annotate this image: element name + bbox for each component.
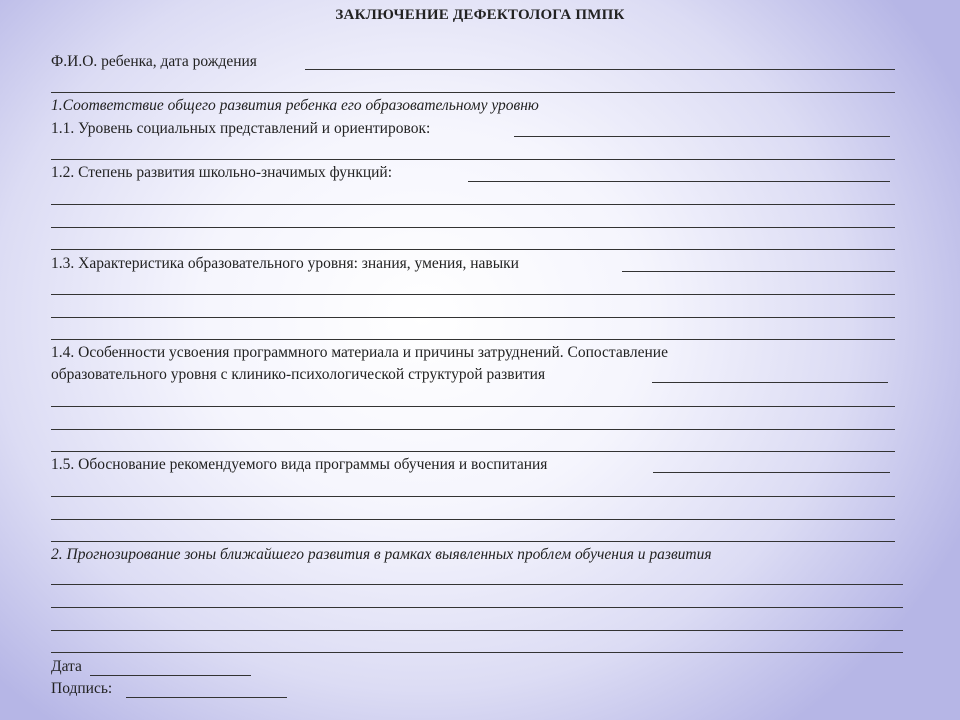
section-1-heading: 1.Соответствие общего развития ребенка его образовательному уровню: [51, 97, 539, 114]
item-1-1-label: 1.1. Уровень социальных представлений и ориентировок:: [51, 120, 431, 137]
item-1-4-label-2: образовательного уровня с клинико-психологической структурой развития: [51, 366, 546, 383]
item-1-2-line-2[interactable]: [51, 204, 895, 205]
item-1-2-label: 1.2. Степень развития школьно-значимых функций:: [51, 164, 393, 181]
date-label: Дата: [51, 658, 82, 675]
section-2-line-1[interactable]: [51, 584, 903, 585]
section-2-line-4[interactable]: [51, 652, 903, 653]
signature-label: Подпись:: [51, 680, 113, 697]
item-1-2-line-3[interactable]: [51, 227, 895, 228]
item-1-1-line[interactable]: [514, 136, 890, 137]
item-1-4-line-2[interactable]: [51, 406, 895, 407]
item-1-2-line[interactable]: [468, 181, 890, 182]
section-2-line-3[interactable]: [51, 630, 903, 631]
item-1-4-line-3[interactable]: [51, 429, 895, 430]
section-2-line-2[interactable]: [51, 607, 903, 608]
item-1-5-line-3[interactable]: [51, 519, 895, 520]
item-1-3-line-3[interactable]: [51, 317, 895, 318]
signature-line[interactable]: [126, 697, 287, 698]
fio-line[interactable]: [305, 69, 895, 70]
item-1-1-line-2[interactable]: [51, 159, 895, 160]
fio-label: Ф.И.О. ребенка, дата рождения: [51, 53, 257, 70]
item-1-5-line-4[interactable]: [51, 541, 895, 542]
document-title: ЗАКЛЮЧЕНИЕ ДЕФЕКТОЛОГА ПМПК: [335, 7, 625, 23]
fio-line-2[interactable]: [51, 92, 895, 93]
date-line[interactable]: [90, 675, 251, 676]
item-1-5-line-2[interactable]: [51, 496, 895, 497]
item-1-2-line-4[interactable]: [51, 249, 895, 250]
item-1-3-line-4[interactable]: [51, 339, 895, 340]
item-1-3-label: 1.3. Характеристика образовательного уровня: знания, умения, навыки: [51, 255, 519, 272]
item-1-3-line[interactable]: [622, 271, 895, 272]
item-1-4-label: 1.4. Особенности усвоения программного материала и причины затруднений. Сопоставление: [51, 344, 668, 361]
item-1-5-label: 1.5. Обоснование рекомендуемого вида программы обучения и воспитания: [51, 456, 548, 473]
item-1-3-line-2[interactable]: [51, 294, 895, 295]
item-1-4-line-4[interactable]: [51, 451, 895, 452]
item-1-5-line[interactable]: [653, 472, 890, 473]
item-1-4-line[interactable]: [652, 382, 888, 383]
section-2-heading: 2. Прогнозирование зоны ближайшего развития в рамках выявленных проблем обучения и развития: [51, 546, 712, 563]
